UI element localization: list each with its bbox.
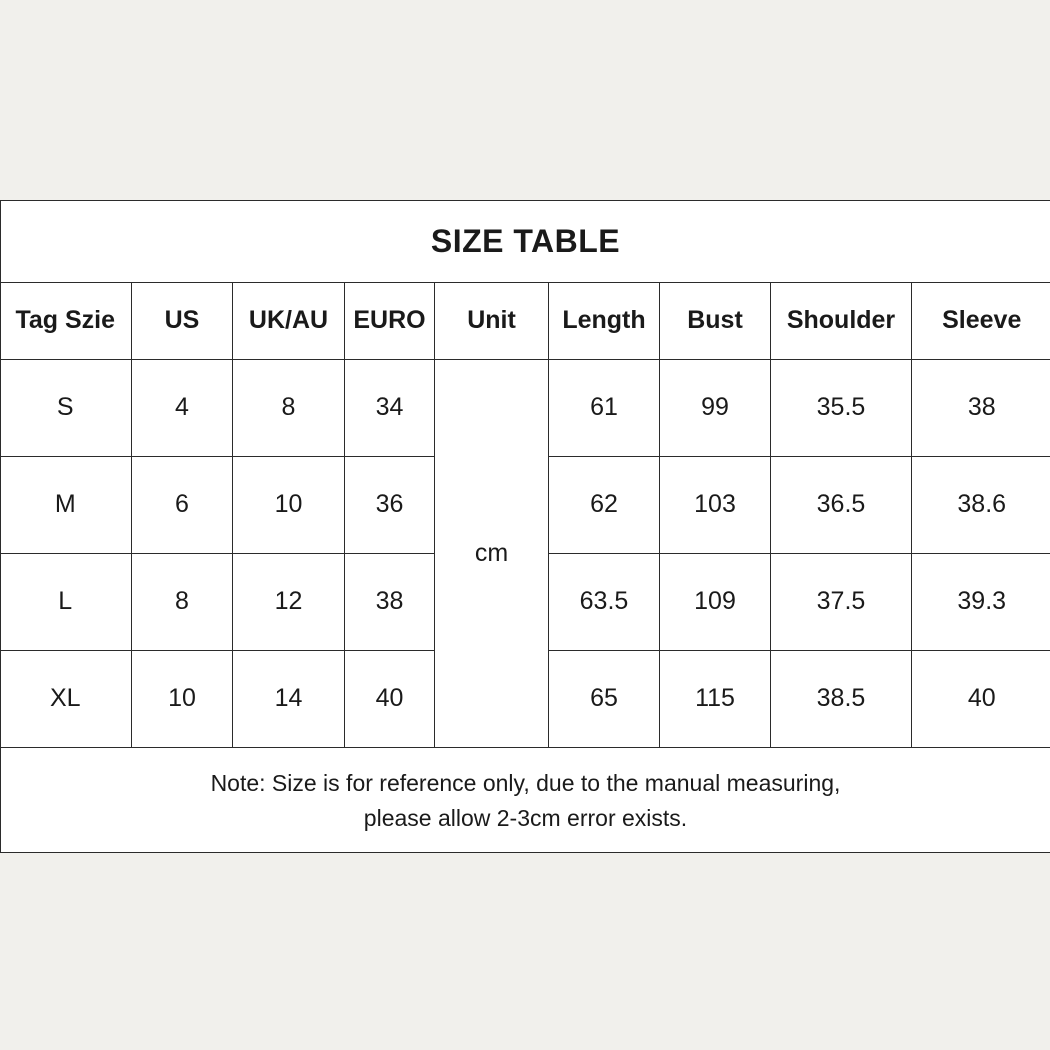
header-length: Length bbox=[549, 283, 660, 359]
cell-shoulder: 38.5 bbox=[771, 650, 912, 747]
cell-length: 61 bbox=[549, 359, 660, 456]
header-uk-au: UK/AU bbox=[233, 283, 345, 359]
cell-uk-au: 12 bbox=[233, 553, 345, 650]
cell-euro: 36 bbox=[345, 456, 435, 553]
cell-length: 62 bbox=[549, 456, 660, 553]
note-line-1: Note: Size is for reference only, due to the manual measuring, bbox=[210, 769, 841, 796]
cell-uk-au: 10 bbox=[233, 456, 345, 553]
note-line-2: please allow 2-3cm error exists. bbox=[363, 804, 688, 831]
cell-sleeve: 40 bbox=[912, 650, 1050, 747]
cell-length: 63.5 bbox=[549, 553, 660, 650]
size-table-title: SIZE TABLE bbox=[430, 223, 621, 259]
cell-shoulder: 37.5 bbox=[771, 553, 912, 650]
header-sleeve: Sleeve bbox=[912, 283, 1050, 359]
size-table bbox=[0, 283, 1050, 748]
cell-us: 6 bbox=[132, 456, 233, 553]
cell-shoulder: 35.5 bbox=[771, 359, 912, 456]
size-chart bbox=[0, 200, 1050, 853]
cell-bust: 103 bbox=[660, 456, 771, 553]
cell-tag-size: S bbox=[0, 359, 132, 456]
cell-tag-size: L bbox=[0, 553, 132, 650]
cell-us: 10 bbox=[132, 650, 233, 747]
header-row bbox=[0, 283, 1050, 359]
cell-sleeve: 38 bbox=[912, 359, 1050, 456]
header-us: US bbox=[132, 283, 233, 359]
cell-uk-au: 14 bbox=[233, 650, 345, 747]
cell-euro: 38 bbox=[345, 553, 435, 650]
cell-length: 65 bbox=[549, 650, 660, 747]
cell-sleeve: 39.3 bbox=[912, 553, 1050, 650]
cell-shoulder: 36.5 bbox=[771, 456, 912, 553]
header-euro: EURO bbox=[345, 283, 435, 359]
cell-tag-size: XL bbox=[0, 650, 132, 747]
cell-us: 8 bbox=[132, 553, 233, 650]
cell-euro: 40 bbox=[345, 650, 435, 747]
cell-bust: 99 bbox=[660, 359, 771, 456]
header-tag-size: Tag Szie bbox=[0, 283, 132, 359]
cell-bust: 109 bbox=[660, 553, 771, 650]
cell-uk-au: 8 bbox=[233, 359, 345, 456]
header-bust: Bust bbox=[660, 283, 771, 359]
cell-unit: cm bbox=[435, 359, 549, 747]
title-row bbox=[1, 201, 1050, 283]
cell-euro: 34 bbox=[345, 359, 435, 456]
cell-sleeve: 38.6 bbox=[912, 456, 1050, 553]
cell-tag-size: M bbox=[0, 456, 132, 553]
cell-us: 4 bbox=[132, 359, 233, 456]
measurement-note bbox=[1, 748, 1050, 854]
header-unit: Unit bbox=[435, 283, 549, 359]
cell-bust: 115 bbox=[660, 650, 771, 747]
header-shoulder: Shoulder bbox=[771, 283, 912, 359]
table-row bbox=[0, 359, 1050, 456]
